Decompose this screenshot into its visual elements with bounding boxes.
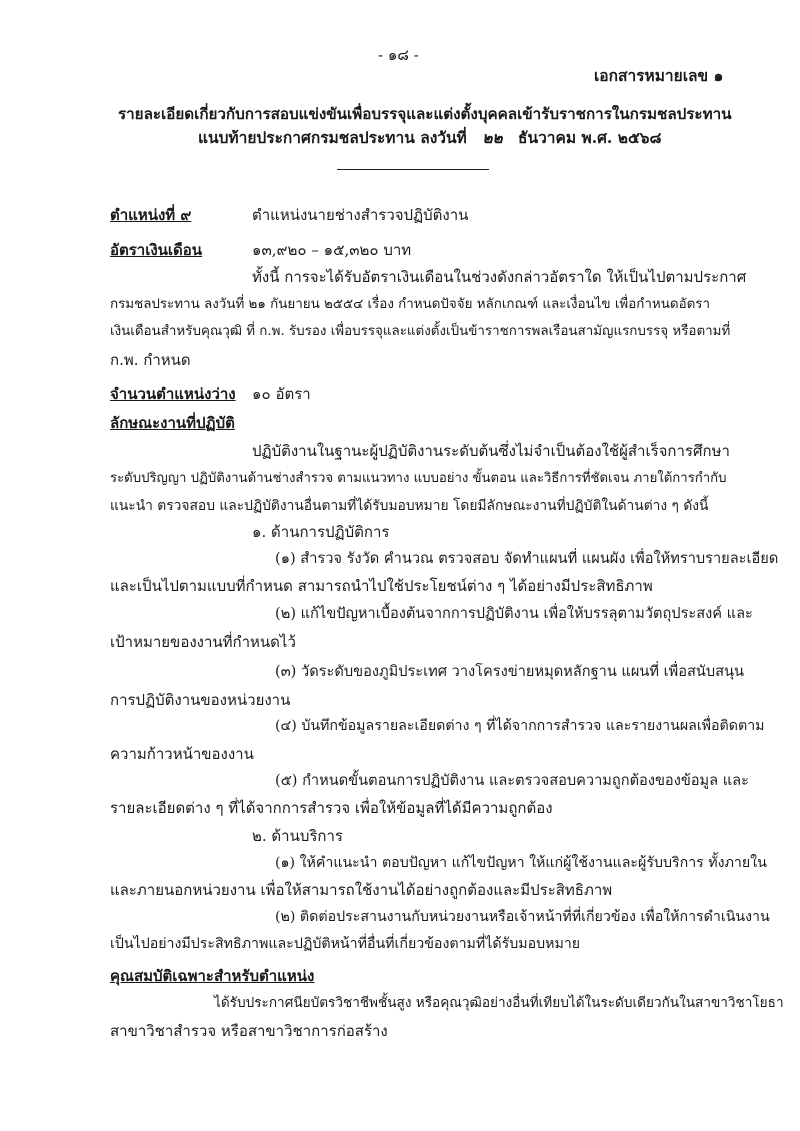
salary-note-line-1: ทั้งนี้ การจะได้รับอัตราเงินเดือนในช่วงดังกล่าวอัตราใด ให้เป็นไปตามประกาศ xyxy=(252,268,747,286)
title-divider xyxy=(337,169,489,170)
position-number-label: ตำแหน่งที่ ๙ xyxy=(110,206,192,224)
vacancy-label: จำนวนตำแหน่งว่าง xyxy=(110,385,236,403)
section-1-item-1-line-2: และเป็นไปตามแบบที่กำหนด สามารถนำไปใช้ประโยชน์ต่าง ๆ ได้อย่างมีประสิทธิภาพ xyxy=(110,577,653,595)
section-1-item-4-line-2: ความก้าวหน้าของงาน xyxy=(110,745,254,763)
salary-note-line-3: เงินเดือนสำหรับคุณวุฒิ ที่ ก.พ. รับรอง เพื่อบรรจุและแต่งตั้งเป็นข้าราชการพลเรือนสามัญแรกบรรจุ หรือตามที่ xyxy=(110,324,731,339)
duty-label: ลักษณะงานที่ปฏิบัติ xyxy=(110,414,235,432)
salary-label: อัตราเงินเดือน xyxy=(110,241,203,259)
duty-intro-line-2: ระดับปริญญา ปฏิบัติงานด้านช่างสำรวจ ตามแนวทาง แบบอย่าง ขั้นตอน และวิธีการที่ชัดเจน ภายใต้การกำกับ xyxy=(110,471,727,486)
section-1-item-2-line-2: เป้าหมายของงานที่กำหนดไว้ xyxy=(110,633,296,651)
section-1-item-4-line-1: (๔) บันทึกข้อมูลรายละเอียดต่าง ๆ ที่ได้จากการสำรวจ และรายงานผลเพื่อติดตาม xyxy=(275,718,765,734)
salary-value: ๑๓,๙๒๐ – ๑๕,๓๒๐ บาท xyxy=(252,241,412,259)
section-2-title: ๒. ด้านบริการ xyxy=(252,827,343,845)
title-line-2-suffix: ธันวาคม พ.ศ. ๒๕๖๘ xyxy=(518,128,662,147)
section-1-item-3-line-1: (๓) วัดระดับของภูมิประเทศ วางโครงข่ายหมุดหลักฐาน แผนที่ เพื่อสนับสนุน xyxy=(275,663,745,680)
section-2-item-1-line-2: และภายนอกหน่วยงาน เพื่อให้สามารถใช้งานได้อย่างถูกต้องและมีประสิทธิภาพ xyxy=(110,881,613,899)
section-2-item-2-line-1: (๒) ติดต่อประสานงานกับหน่วยงานหรือเจ้าหน้าที่ที่เกี่ยวข้อง เพื่อให้การดำเนินงาน xyxy=(275,909,770,925)
qualification-line-1: ได้รับประกาศนียบัตรวิชาชีพชั้นสูง หรือคุณวุฒิอย่างอื่นที่เทียบได้ในระดับเดียวกันในสาขาวิชาโยธา xyxy=(214,995,784,1011)
section-1-item-5-line-1: (๕) กำหนดขั้นตอนการปฏิบัติงาน และตรวจสอบความถูกต้องของข้อมูล และ xyxy=(275,772,749,789)
salary-note-line-4: ก.พ. กำหนด xyxy=(110,351,191,369)
qualification-line-2: สาขาวิชาสำรวจ หรือสาขาวิชาการก่อสร้าง xyxy=(110,1022,388,1040)
section-1-item-2-line-1: (๒) แก้ไขปัญหาเบื้องต้นจากการปฏิบัติงาน เพื่อให้บรรลุตามวัตถุประสงค์ และ xyxy=(275,605,753,622)
qualification-label: คุณสมบัติเฉพาะสำหรับตำแหน่ง xyxy=(110,967,315,985)
section-2-item-2-line-2: เป็นไปอย่างมีประสิทธิภาพและปฏิบัติหน้าที่อื่นที่เกี่ยวข้องตามที่ได้รับมอบหมาย xyxy=(110,936,581,952)
document-reference: เอกสารหมายเลข ๑ xyxy=(594,66,724,85)
title-day: ๒๒ xyxy=(482,128,503,147)
section-2-item-1-line-1: (๑) ให้คำแนะนำ ตอบปัญหา แก้ไขปัญหา ให้แก่ผู้ใช้งานและผู้รับบริการ ทั้งภายใน xyxy=(275,855,767,871)
title-line-2-prefix: แนบท้ายประกาศกรมชลประทาน ลงวันที่ xyxy=(198,128,467,147)
section-1-item-3-line-2: การปฏิบัติงานของหน่วยงาน xyxy=(110,691,291,709)
section-1-item-1-line-1: (๑) สำรวจ รังวัด คำนวณ ตรวจสอบ จัดทำแผนที่ แผนผัง เพื่อให้ทราบรายละเอียด xyxy=(275,550,779,567)
section-1-item-5-line-2: รายละเอียดต่าง ๆ ที่ได้จากการสำรวจ เพื่อให้ข้อมูลที่ได้มีความถูกต้อง xyxy=(110,799,553,817)
position-title: ตำแหน่งนายช่างสำรวจปฏิบัติงาน xyxy=(252,206,469,224)
salary-note-line-2: กรมชลประทาน ลงวันที่ ๒๑ กันยายน ๒๕๕๔ เรื่อง กำหนดปัจจัย หลักเกณฑ์ และเงื่อนไข เพื่อกำหนดอัตรา xyxy=(110,297,711,312)
title-line-2 xyxy=(198,128,661,148)
title-line-1: รายละเอียดเกี่ยวกับการสอบแข่งขันเพื่อบรรจุและแต่งตั้งบุคคลเข้ารับราชการในกรมชลประทาน xyxy=(118,105,732,123)
duty-intro-line-1: ปฏิบัติงานในฐานะผู้ปฏิบัติงานระดับต้นซึ่งไม่จำเป็นต้องใช้ผู้สำเร็จการศึกษา xyxy=(252,442,730,460)
duty-intro-line-3: แนะนำ ตรวจสอบ และปฏิบัติงานอื่นตามที่ได้รับมอบหมาย โดยมีลักษณะงานที่ปฏิบัติในด้านต่าง ๆ ดังนี้ xyxy=(110,498,709,514)
page-number: - ๑๘ - xyxy=(378,46,419,64)
section-1-title: ๑. ด้านการปฏิบัติการ xyxy=(252,523,390,541)
vacancy-value: ๑๐ อัตรา xyxy=(252,385,311,403)
